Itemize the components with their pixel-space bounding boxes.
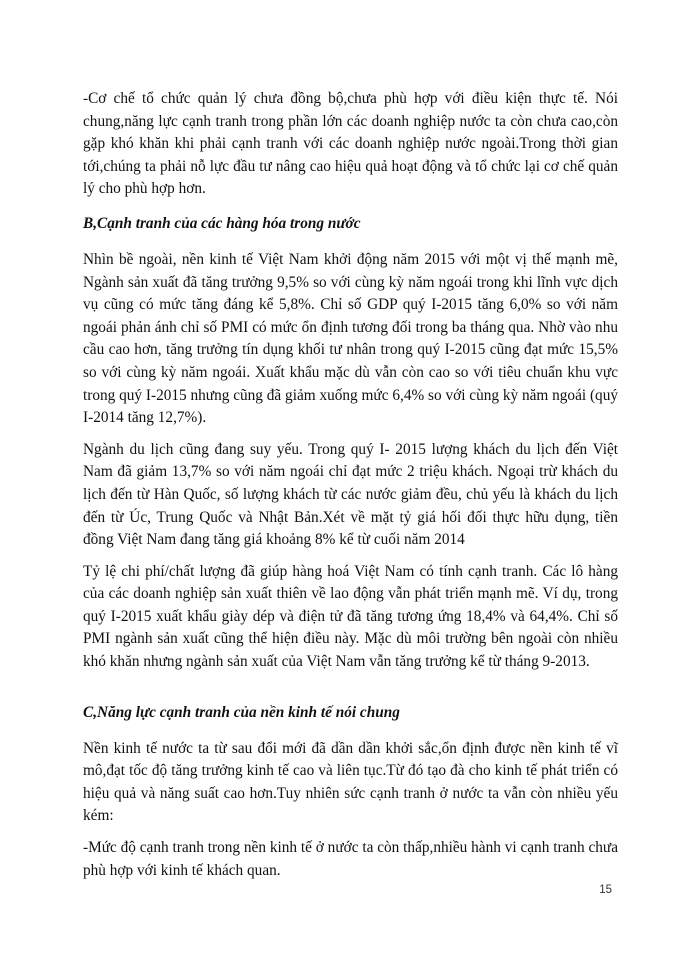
section-b-paragraph-3: Tỷ lệ chi phí/chất lượng đã giúp hàng hoá Việt Nam có tính cạnh tranh. Các lô hàng của các doanh nghiệp sản xuất thiên về lao động vẫn phát triển mạnh mẽ. Ví dụ, trong quý I-2015 xuất khẩu giày dép và điện tử đã tăng tương ứng 18,4% và 64,4%. Chỉ số PMI ngành sản xuất cũng thể hiện điều này. Mặc dù môi trường bên ngoài còn nhiều khó khăn nhưng ngành sản xuất của Việt Nam vẫn tăng trưởng kể từ tháng 9-2013. — [83, 562, 618, 671]
section-c-heading: C,Năng lực cạnh tranh của nền kinh tế nói chung — [83, 703, 400, 721]
intro-paragraph: -Cơ chế tổ chức quản lý chưa đồng bộ,chưa phù hợp với điều kiện thực tế. Nói chung,năng lực cạnh tranh trong phần lớn các doanh nghiệp nước ta còn chưa cao,còn gặp khó khăn khi phải cạnh tranh với các doanh nghiệp nước ngoài.Trong thời gian tới,chúng ta phải nỗ lực đầu tư nâng cao hiệu quả hoạt động và tổ chức lại cơ chế quản lý cho phù hợp hơn. — [83, 90, 618, 198]
section-b-heading: B,Cạnh tranh của các hàng hóa trong nước — [83, 214, 361, 232]
section-b-paragraph-2: Ngành du lịch cũng đang suy yếu. Trong quý I- 2015 lượng khách du lịch đến Việt Nam đã giảm 13,7% so với năm ngoái chỉ đạt mức 2 triệu khách. Ngoại trừ khách du lịch đến từ Hàn Quốc, số lượng khách từ các nước giảm đều, chủ yếu là khách du lịch đến từ Úc, Trung Quốc và Nhật Bản.Xét về mặt tỷ giá hối đối thực hữu dụng, tiền đồng Việt Nam đang tăng giá khoảng 8% kể từ cuối năm 2014 — [83, 440, 618, 549]
page-number: 15 — [599, 884, 612, 896]
document-page — [83, 88, 618, 891]
section-b-paragraph-1: Nhìn bề ngoài, nền kinh tế Việt Nam khởi động năm 2015 với một vị thế mạnh mẽ, Ngành sản xuất đã tăng trưởng 9,5% so với cùng kỳ năm ngoái trong khi lĩnh vực dịch vụ cũng có mức tăng đáng kể 5,8%. Chỉ số GDP quý I-2015 tăng 6,0% so với năm ngoái phản ánh chỉ số PMI có mức ổn định tương đối trong ba tháng qua. Nhờ vào nhu cầu cao hơn, tăng trưởng tín dụng khối tư nhân trong quý I-2015 cũng đạt mức 15,5% so với cùng kỳ năm ngoái. Xuất khẩu mặc dù vẫn còn cao so với tiêu chuẩn khu vực trong quý I-2015 nhưng cũng đã giảm xuống mức 6,4% so với cùng kỳ năm ngoái (quý I-2014 tăng 12,7%). — [83, 250, 618, 427]
section-c-paragraph-1: Nền kinh tế nước ta từ sau đổi mới đã dần dần khởi sắc,ổn định được nền kinh tế vĩ mô,đạt tốc độ tăng trưởng kinh tế cao và liên tục.Từ đó tạo đà cho kinh tế phát triển có hiệu quả và năng suất cao hơn.Tuy nhiên sức cạnh tranh ở nước ta vẫn còn nhiều yếu kém: — [83, 739, 618, 825]
section-c-paragraph-2: -Mức độ cạnh tranh trong nền kinh tế ở nước ta còn thấp,nhiều hành vi cạnh tranh chưa phù hợp với kinh tế khách quan. — [83, 839, 618, 879]
